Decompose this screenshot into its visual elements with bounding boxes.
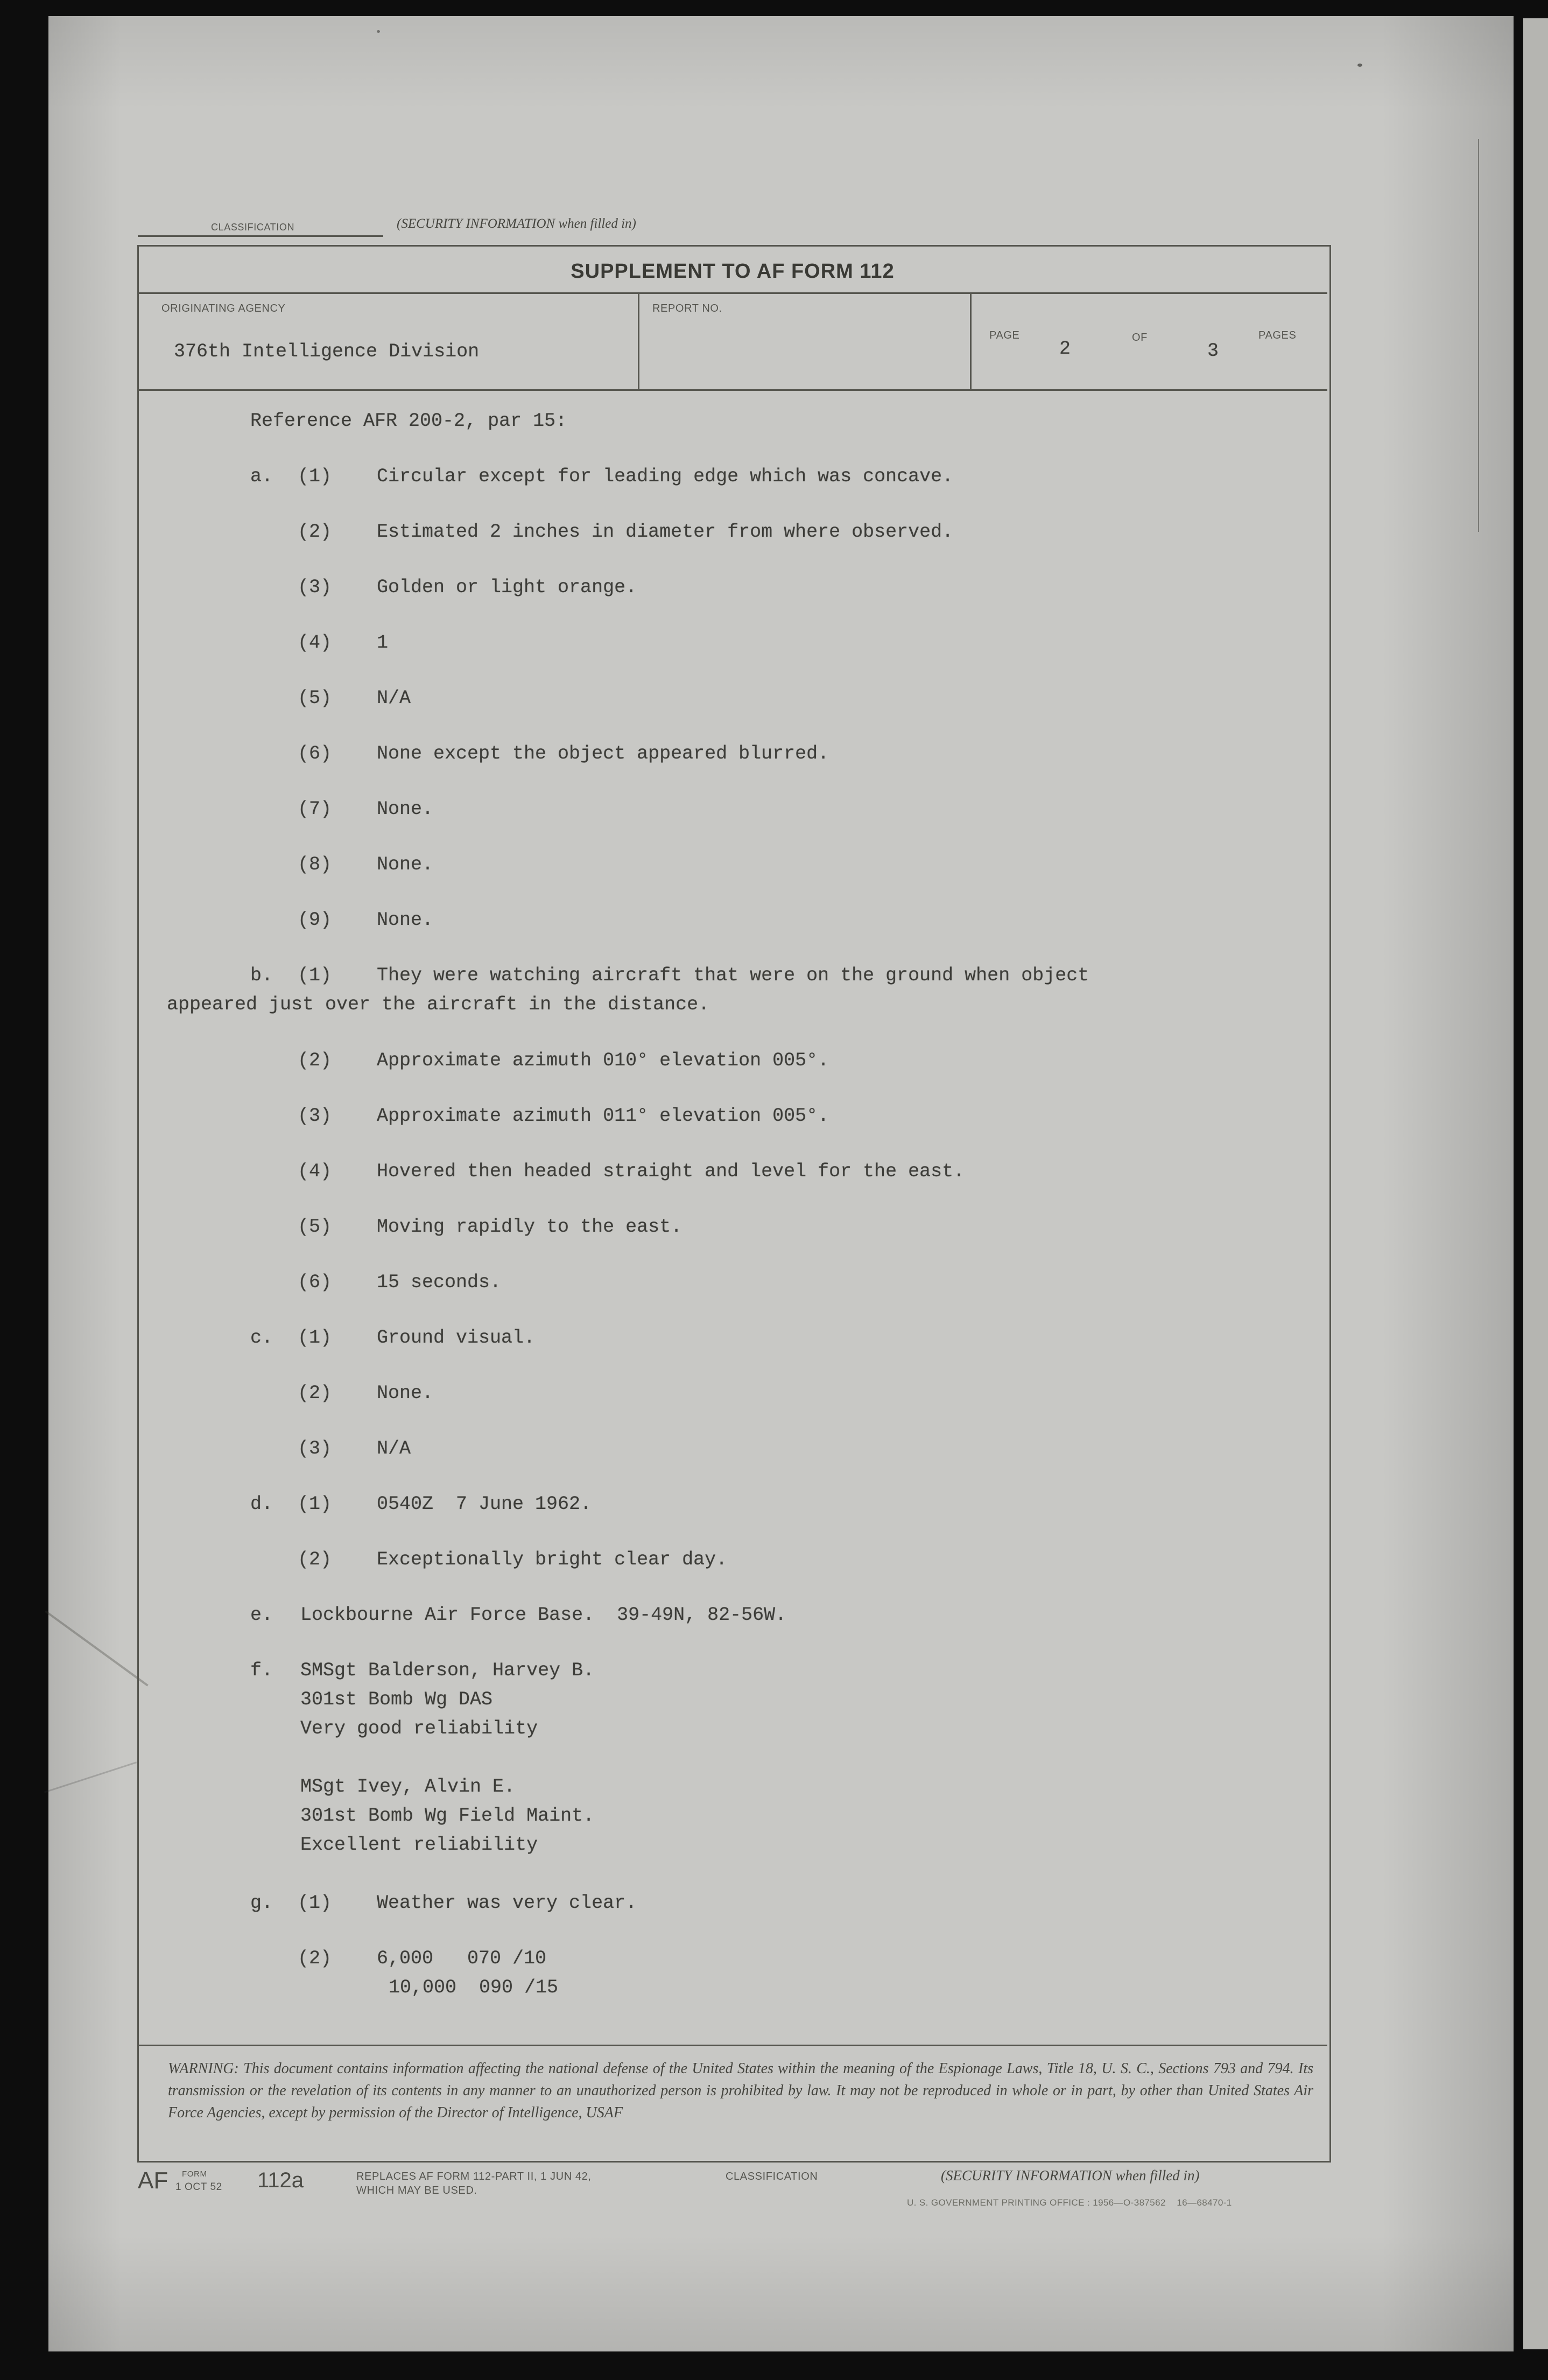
line-c-3 [0, 1438, 1548, 1464]
report-no-label: REPORT NO. [652, 303, 722, 314]
item-number: (2) [298, 1050, 332, 1071]
header-divider-1 [139, 292, 1327, 294]
section-label: c. [250, 1327, 273, 1349]
item-number: (5) [298, 1216, 332, 1238]
header-column-divider-2 [970, 294, 972, 390]
item-text: None. [377, 854, 434, 875]
item-text: They were watching aircraft that were on the ground when object [377, 965, 1089, 986]
item-number: (6) [298, 743, 332, 764]
line-f-2 [0, 1689, 1548, 1715]
line-a-3 [0, 577, 1548, 602]
item-text: 6,000 070 /10 [377, 1948, 547, 1969]
section-label: f. [250, 1660, 273, 1681]
line-a-7 [0, 798, 1548, 824]
line-f-3 [0, 1718, 1548, 1744]
item-text: None except the object appeared blurred. [377, 743, 829, 764]
form-date: 1 OCT 52 [175, 2181, 222, 2193]
line-a-5 [0, 687, 1548, 713]
originating-agency-label: ORIGINATING AGENCY [161, 303, 286, 314]
line-d-1 [0, 1493, 1548, 1519]
item-number: (4) [298, 632, 332, 654]
item-text: 10,000 090 /15 [389, 1977, 559, 1998]
line-b-1 [0, 965, 1548, 991]
section-label: a. [250, 466, 273, 487]
scan-speck-2 [377, 30, 380, 33]
line-b-5 [0, 1216, 1548, 1242]
line-b-2 [0, 1050, 1548, 1076]
item-number: (2) [298, 1948, 332, 1969]
line-b-1-wrap [0, 994, 1548, 1020]
line-a-4 [0, 632, 1548, 658]
item-number: (1) [298, 466, 332, 487]
item-number: (6) [298, 1272, 332, 1293]
item-text: Circular except for leading edge which was concave. [377, 466, 954, 487]
warning-divider [139, 2045, 1327, 2046]
item-text: Ground visual. [377, 1327, 536, 1349]
classification-label-top: CLASSIFICATION [211, 222, 295, 233]
line-d-2 [0, 1549, 1548, 1575]
warning-text: WARNING: This document contains information affecting the national defense of the United States within the meaning of the Espionage Laws, Title 18, U. S. C., Sections 793 and 794. Its transmission or the revelation of its contents in any manner to an unauthorized person is prohibited by law. It may not be reproduced in whole or in part, by other than United States Air Force Agencies, except by permission of the Director of Intelligence, USAF [168, 2060, 1313, 2121]
item-text: Approximate azimuth 010° elevation 005°. [377, 1050, 829, 1071]
observer1-name: SMSgt Balderson, Harvey B. [300, 1660, 595, 1681]
section-label: e. [250, 1604, 273, 1626]
classification-underline [138, 235, 383, 237]
item-text: None. [377, 909, 434, 931]
reference-line [0, 410, 1548, 436]
item-number: (2) [298, 1382, 332, 1404]
item-text: Lockbourne Air Force Base. 39-49N, 82-56W. [300, 1604, 787, 1626]
line-f-6 [0, 1834, 1548, 1860]
item-text: Moving rapidly to the east. [377, 1216, 682, 1238]
item-number: (7) [298, 798, 332, 820]
af-form-prefix: AF [138, 2167, 168, 2194]
item-text: Estimated 2 inches in diameter from where observed. [377, 521, 954, 543]
observer1-unit: 301st Bomb Wg DAS [300, 1689, 493, 1710]
gpo-imprint: U. S. GOVERNMENT PRINTING OFFICE : 1956—O-387562 16—68470-1 [907, 2198, 1232, 2208]
line-c-2 [0, 1382, 1548, 1408]
observer2-name: MSgt Ivey, Alvin E. [300, 1776, 516, 1798]
item-text: appeared just over the aircraft in the distance. [167, 994, 710, 1015]
item-number: (1) [298, 965, 332, 986]
of-label: OF [1132, 332, 1148, 343]
replaces-note-line1: REPLACES AF FORM 112-PART II, 1 JUN 42, [356, 2171, 592, 2182]
item-number: (1) [298, 1892, 332, 1914]
section-label: g. [250, 1892, 273, 1914]
originating-agency-value: 376th Intelligence Division [174, 341, 480, 362]
line-g-1 [0, 1892, 1548, 1918]
section-label: b. [250, 965, 273, 986]
observer2-unit: 301st Bomb Wg Field Maint. [300, 1805, 595, 1827]
page-label: PAGE [989, 329, 1020, 341]
header-divider-2 [139, 389, 1327, 391]
item-number: (3) [298, 1105, 332, 1127]
pages-number: 3 [1207, 340, 1219, 362]
line-g-2 [0, 1948, 1548, 1974]
classification-label-bottom: CLASSIFICATION [726, 2171, 818, 2182]
line-c-1 [0, 1327, 1548, 1353]
item-text: Approximate azimuth 011° elevation 005°. [377, 1105, 829, 1127]
reference-text: Reference AFR 200-2, par 15: [250, 410, 567, 432]
item-number: (3) [298, 1438, 332, 1459]
line-a-2 [0, 521, 1548, 547]
item-text: None. [377, 798, 434, 820]
item-text: 15 seconds. [377, 1272, 502, 1293]
section-label: d. [250, 1493, 273, 1515]
item-number: (2) [298, 1549, 332, 1570]
line-f-1 [0, 1660, 1548, 1686]
scan-speck [1357, 64, 1362, 67]
replaces-note-line2: WHICH MAY BE USED. [356, 2185, 477, 2196]
line-b-4 [0, 1161, 1548, 1187]
security-note-top: (SECURITY INFORMATION when filled in) [397, 216, 636, 231]
observer1-reliability: Very good reliability [300, 1718, 538, 1739]
item-text: 1 [377, 632, 389, 654]
line-a-8 [0, 854, 1548, 880]
item-text: Golden or light orange. [377, 577, 637, 598]
line-f-4 [0, 1776, 1548, 1802]
header-column-divider-1 [638, 294, 639, 390]
line-a-6 [0, 743, 1548, 769]
item-text: N/A [377, 1438, 411, 1459]
form-word: FORM [182, 2170, 207, 2179]
item-number: (2) [298, 521, 332, 543]
item-number: (5) [298, 687, 332, 709]
item-text: N/A [377, 687, 411, 709]
item-number: (9) [298, 909, 332, 931]
item-number: (1) [298, 1493, 332, 1515]
item-number: (8) [298, 854, 332, 875]
observer2-reliability: Excellent reliability [300, 1834, 538, 1856]
line-g-2-wrap [0, 1977, 1548, 2003]
item-text: Weather was very clear. [377, 1892, 637, 1914]
line-f-5 [0, 1805, 1548, 1831]
item-text: 0540Z 7 June 1962. [377, 1493, 592, 1515]
item-text: None. [377, 1382, 434, 1404]
form-number: 112a [257, 2168, 304, 2192]
line-b-3 [0, 1105, 1548, 1131]
line-a-9 [0, 909, 1548, 935]
line-a-1 [0, 466, 1548, 492]
item-number: (1) [298, 1327, 332, 1349]
item-number: (4) [298, 1161, 332, 1182]
security-note-bottom: (SECURITY INFORMATION when filled in) [941, 2167, 1200, 2184]
item-text: Exceptionally bright clear day. [377, 1549, 728, 1570]
pages-label: PAGES [1258, 329, 1297, 341]
item-text: Hovered then headed straight and level for the east. [377, 1161, 965, 1182]
item-number: (3) [298, 577, 332, 598]
line-b-6 [0, 1272, 1548, 1297]
line-e [0, 1604, 1548, 1630]
page-number: 2 [1059, 338, 1071, 360]
form-title: SUPPLEMENT TO AF FORM 112 [571, 260, 895, 283]
